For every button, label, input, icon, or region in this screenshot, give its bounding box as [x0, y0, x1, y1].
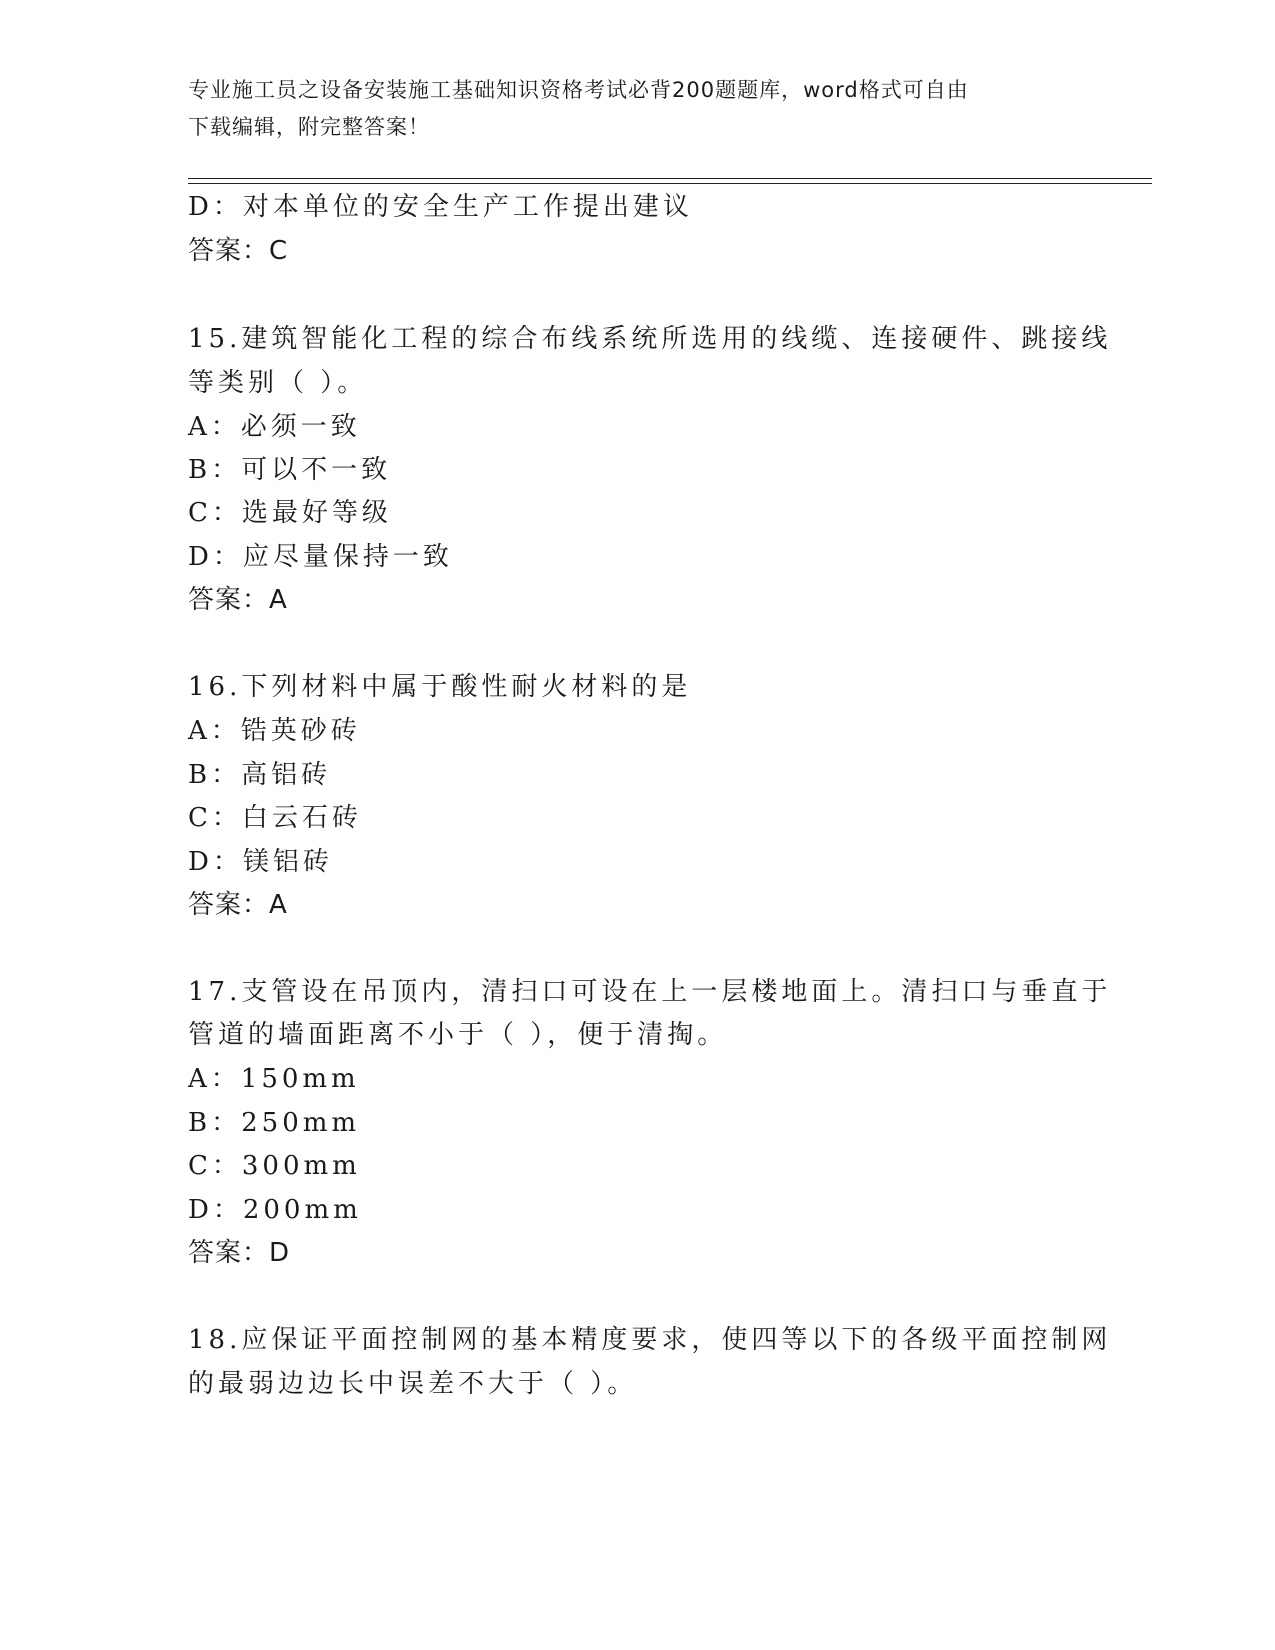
- q15-option-c: C：选最好等级: [188, 498, 392, 528]
- q15-stem-line-2: 等类别（ ）。: [188, 368, 368, 398]
- q16-option-c: C：白云石砖: [188, 803, 362, 833]
- q17-stem-line-2: 管道的墙面距离不小于（ ），便于清掏。: [188, 1020, 728, 1050]
- q17-stem-line-1: 17.支管设在吊顶内，清扫口可设在上一层楼地面上。清扫口与垂直于: [188, 977, 1112, 1007]
- q16-answer: 答案：A: [188, 890, 288, 920]
- q17-option-a: A：150mm: [188, 1064, 360, 1094]
- header-line-1: 专业施工员之设备安装施工基础知识资格考试必背200题题库，word格式可自由: [188, 78, 969, 102]
- q18-stem-line-2: 的最弱边边长中误差不大于（ ）。: [188, 1369, 638, 1399]
- header-divider-bottom: [188, 183, 1152, 184]
- q15-stem-line-1: 15.建筑智能化工程的综合布线系统所选用的线缆、连接硬件、跳接线: [188, 324, 1112, 354]
- q16-option-a: A：锆英砂砖: [188, 716, 361, 746]
- q17-option-d: D：200mm: [188, 1195, 362, 1225]
- q15-option-a: A：必须一致: [188, 412, 361, 442]
- q17-option-c: C：300mm: [188, 1151, 361, 1181]
- q17-option-b: B：250mm: [188, 1108, 361, 1138]
- q15-option-b: B：可以不一致: [188, 455, 392, 485]
- q16-option-b: B：高铝砖: [188, 760, 332, 790]
- carryover-option-d: D：对本单位的安全生产工作提出建议: [188, 192, 693, 222]
- q17-answer: 答案：D: [188, 1238, 291, 1268]
- carryover-answer: 答案：C: [188, 236, 289, 266]
- q16-stem-line-1: 16.下列材料中属于酸性耐火材料的是: [188, 672, 692, 702]
- document-header: [188, 72, 1068, 146]
- q18-stem-line-1: 18.应保证平面控制网的基本精度要求，使四等以下的各级平面控制网: [188, 1325, 1112, 1355]
- q15-answer: 答案：A: [188, 585, 288, 615]
- q16-option-d: D：镁铝砖: [188, 847, 333, 877]
- q15-option-d: D：应尽量保持一致: [188, 542, 453, 572]
- header-line-2: 下载编辑，附完整答案！: [188, 115, 430, 139]
- header-divider-top: [188, 178, 1152, 179]
